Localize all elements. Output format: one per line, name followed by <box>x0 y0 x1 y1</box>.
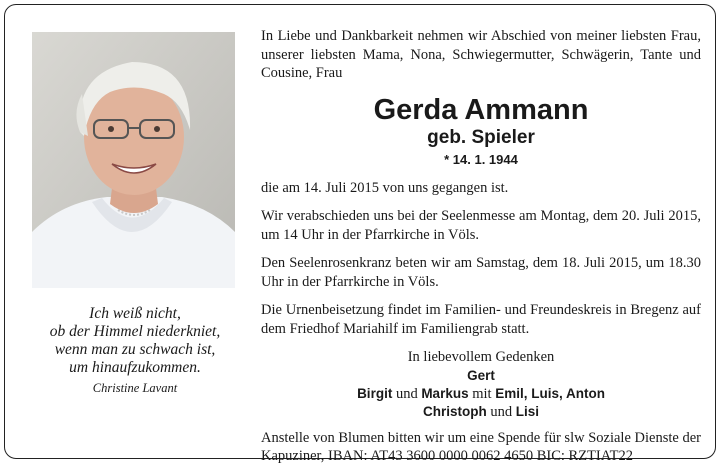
family-member: Gert <box>467 367 495 383</box>
obituary-card <box>4 4 716 464</box>
donation-text: Anstelle von Blumen bitten wir um eine Spende für slw Soziale Dienste der Kapuziner, IBAN: AT43 3600 0000 0062 4650 BIC: RZTIAT22 <box>261 429 701 464</box>
poem-line: Ich weiß nicht, <box>89 305 181 322</box>
family-connector: und <box>392 385 422 402</box>
poem-line: wenn man zu schwach ist, <box>54 341 216 358</box>
deceased-name: Gerda Ammann <box>373 93 589 126</box>
portrait-photo <box>32 32 235 288</box>
portrait-illustration <box>32 32 235 288</box>
death-text: die am 14. Juli 2015 von uns gegangen ist. <box>261 179 509 196</box>
family-connector: und <box>486 403 516 420</box>
family-member: Lisi <box>515 403 539 419</box>
mass-text: Wir verabschieden uns bei der Seelenmesse am Montag, dem 20. Juli 2015, um 14 Uhr in der Pfarrkirche in Völs. <box>261 208 701 243</box>
family-member: Markus <box>421 385 469 401</box>
birth-date: * 14. 1. 1944 <box>444 151 518 167</box>
family-member: Emil, Luis, Anton <box>495 385 605 401</box>
intro-text: In Liebe und Dankbarkeit nehmen wir Abschied von meiner liebsten Frau, unserer liebsten Mama, Nona, Schwiegermutter, Schwägerin, Tante und Cousine, Frau <box>261 28 701 81</box>
family-list <box>261 367 701 421</box>
obituary-text <box>261 27 701 466</box>
poem-author: Christine Lavant <box>92 381 178 395</box>
family-connector: mit <box>468 385 496 402</box>
family-member: Birgit <box>357 385 393 401</box>
family-line-2 <box>261 385 701 403</box>
family-line-1 <box>261 367 701 385</box>
family-line-3 <box>261 403 701 421</box>
burial-text: Die Urnenbeisetzung findet im Familien- und Freundeskreis in Bregenz auf dem Friedhof Mariahilf im Familiengrab statt. <box>261 302 701 337</box>
memory-text: In liebevollem Gedenken <box>407 349 555 365</box>
poem <box>25 305 245 397</box>
rosary-text: Den Seelenrosenkranz beten wir am Samstag, dem 18. Juli 2015, um 18.30 Uhr in der Pfarrkirche in Völs. <box>261 255 701 290</box>
poem-line: um hinaufzukommen. <box>69 359 201 376</box>
maiden-name: geb. Spieler <box>427 126 535 148</box>
poem-line: ob der Himmel niederkniet, <box>49 323 221 340</box>
family-member: Christoph <box>422 403 487 419</box>
